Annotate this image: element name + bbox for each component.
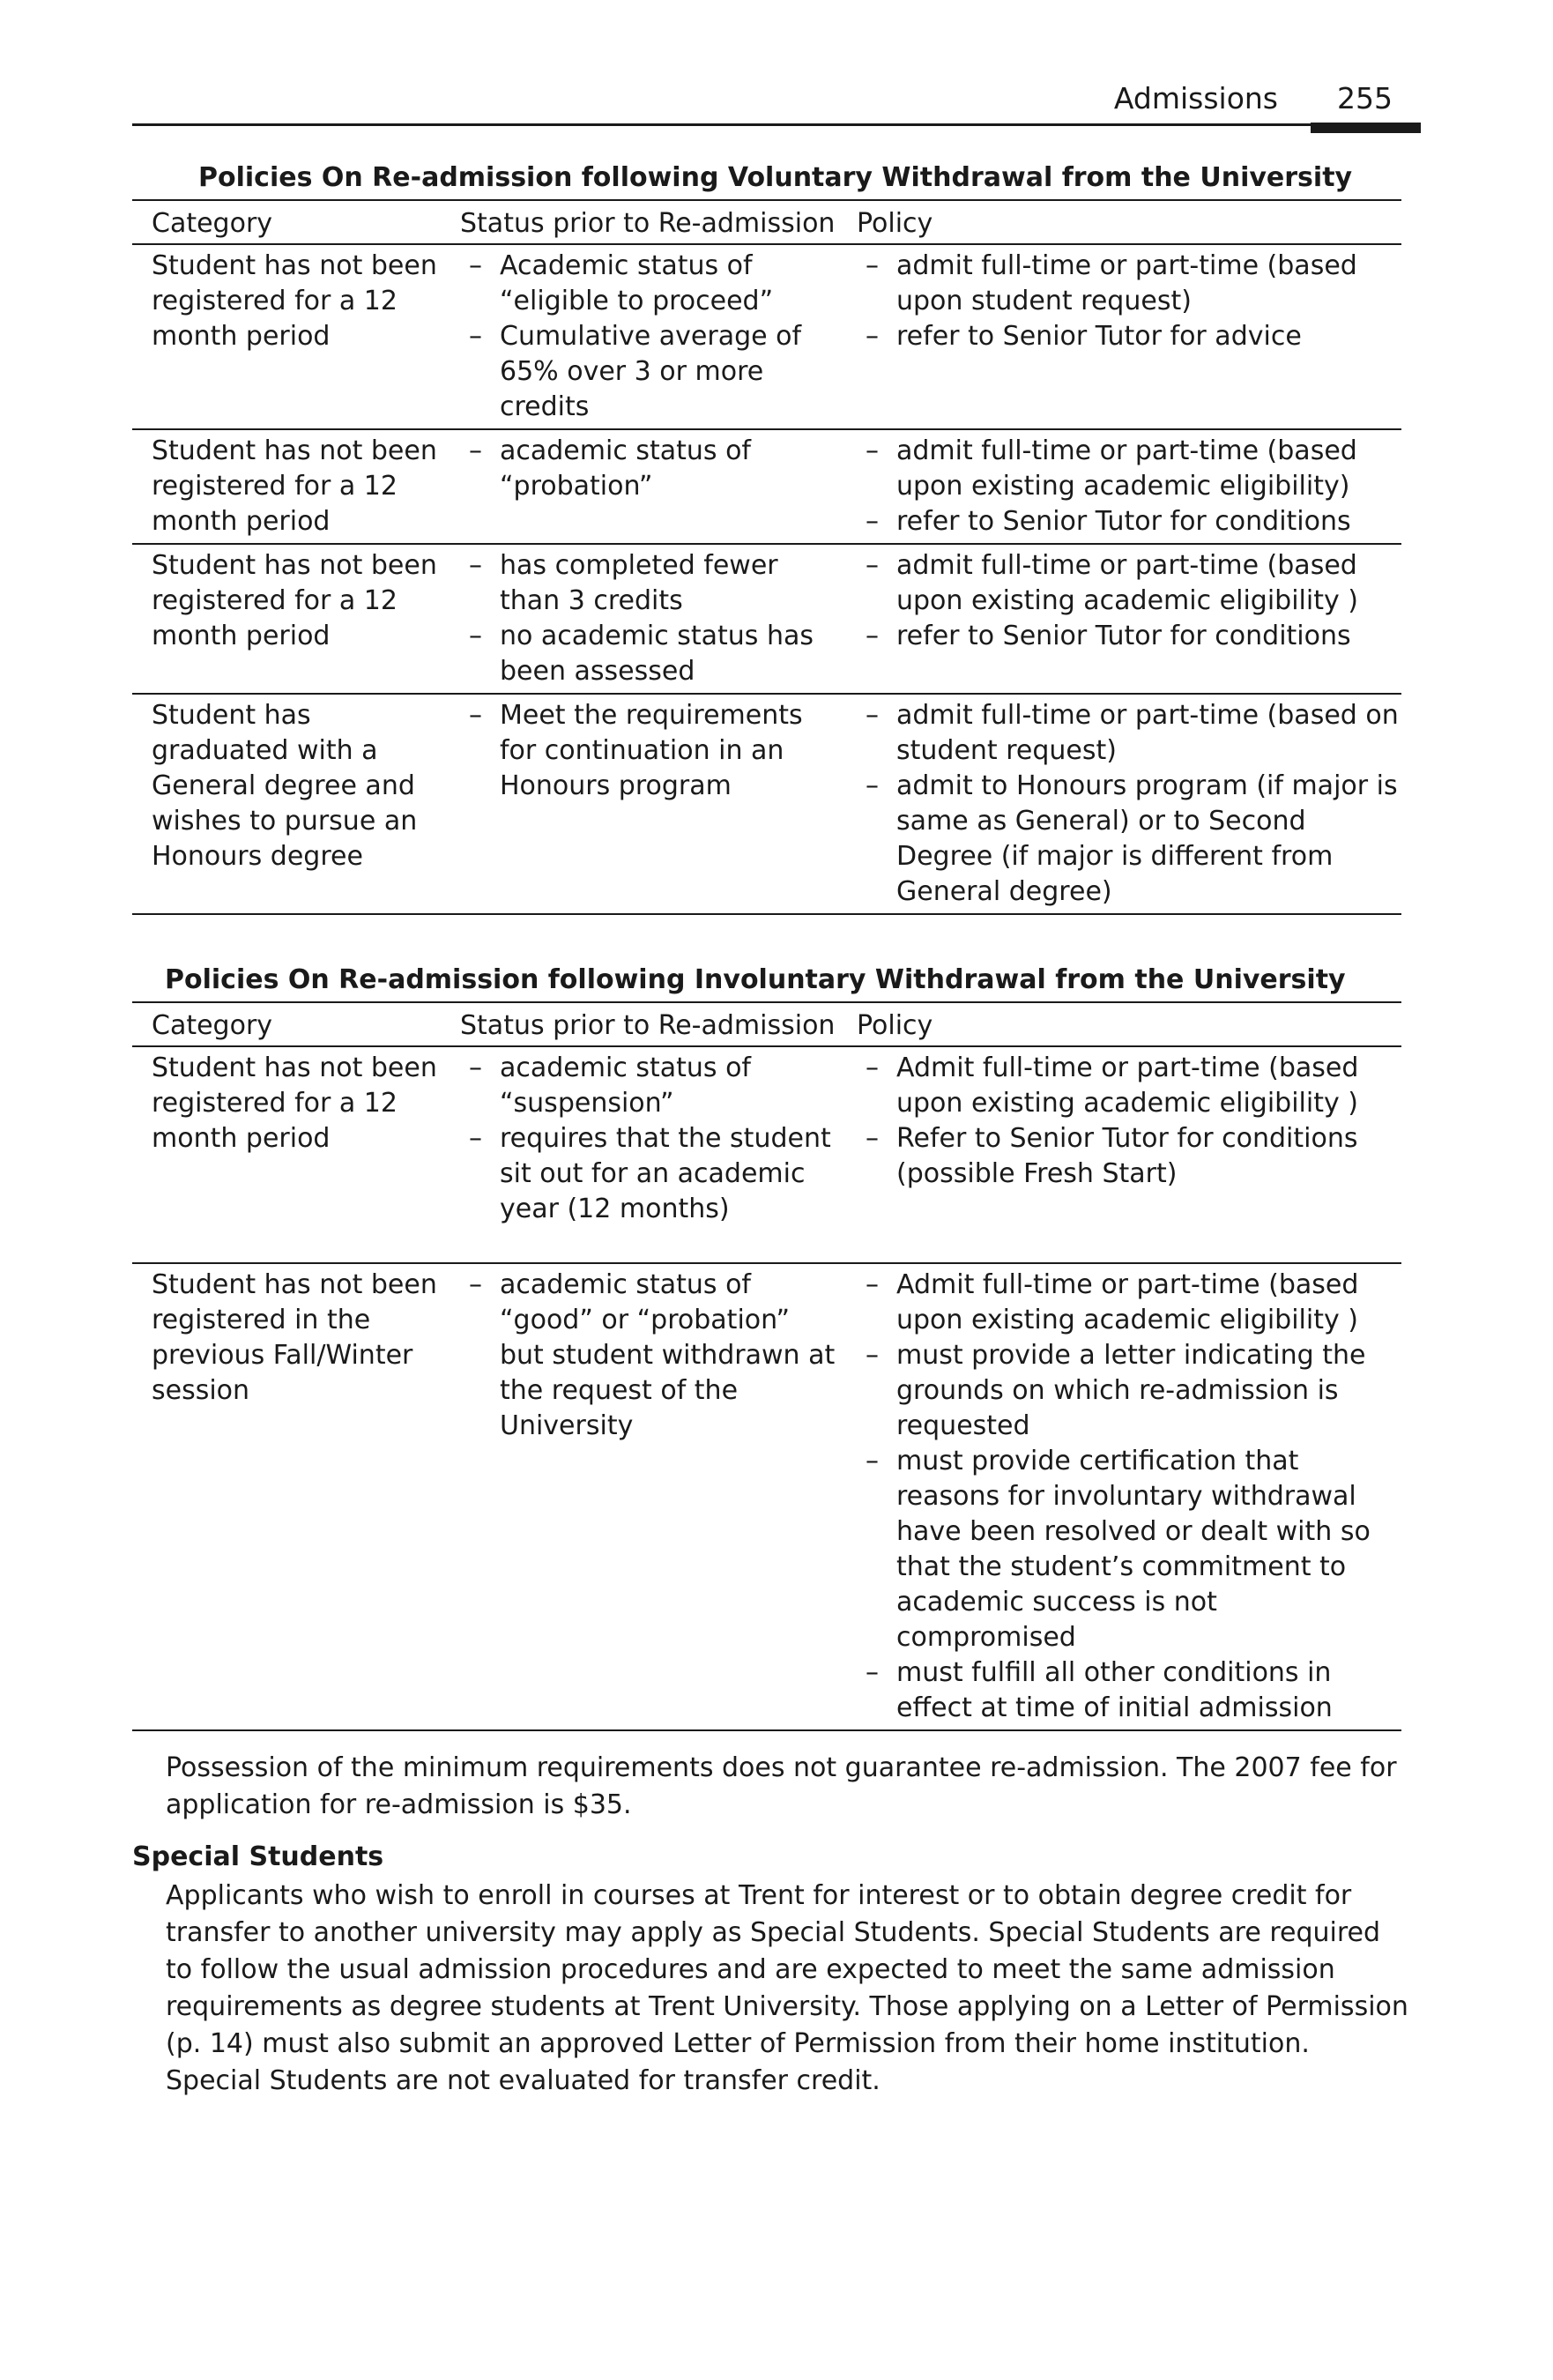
status-item — [460, 548, 837, 619]
policy-text: refer to Senior Tutor for conditions — [896, 506, 1351, 537]
policy-text: admit to Honours program (if major is same as General) or to Second Degree (if major is different from General degree) — [896, 770, 1398, 907]
policy-item — [857, 1268, 1401, 1338]
dash-bullet: – — [469, 321, 482, 352]
table-row — [132, 429, 1401, 544]
involuntary-withdrawal-section — [132, 959, 1401, 1731]
dash-bullet: – — [469, 250, 482, 281]
policy-text: admit full-time or part-time (based upon student request) — [896, 250, 1357, 316]
policy-text: must fulfill all other conditions in effect at time of initial admission — [896, 1657, 1333, 1723]
dash-bullet: – — [469, 435, 482, 466]
status-cell — [441, 544, 837, 694]
status-text: Meet the requirements for continuation in an Honours program — [500, 700, 803, 801]
dash-bullet: – — [866, 250, 879, 281]
dash-bullet: – — [469, 1123, 482, 1154]
header-section-title: Admissions — [1113, 81, 1278, 115]
status-text: no academic status has been assessed — [500, 621, 814, 687]
category-cell: Student has not been registered for a 12 month period — [152, 250, 437, 352]
table-header-row — [132, 200, 1401, 244]
policy-item — [857, 249, 1401, 319]
status-text: academic status of “suspension” — [500, 1052, 751, 1119]
status-cell — [441, 1046, 837, 1263]
status-item — [460, 1121, 837, 1227]
dash-bullet: – — [866, 1123, 879, 1154]
status-cell — [441, 429, 837, 544]
category-cell: Student has not been registered in the previous Fall/Winter session — [152, 1269, 437, 1406]
status-cell — [441, 694, 837, 914]
dash-bullet: – — [866, 1340, 879, 1371]
category-cell: Student has not been registered for a 12 month period — [152, 1052, 437, 1154]
special-students-paragraph: Applicants who wish to enroll in courses at Trent for interest or to obtain degree credit for transfer to another university may apply as Special Students. Special Students are required to follow the usual admission procedures and are expected to meet the same admission requirements as degree students at Trent University. Those applying on a Letter of Permission (p. 14) must also submit an approved Letter of Permission from their home institution. Special Students are not evaluated for transfer credit. — [166, 1880, 1408, 2096]
column-header-status: Status prior to Re-admission — [460, 208, 836, 239]
policy-text: refer to Senior Tutor for conditions — [896, 621, 1351, 651]
status-item — [460, 698, 837, 804]
dash-bullet: – — [866, 321, 879, 352]
page-number: 255 — [1337, 81, 1393, 115]
dash-bullet: – — [469, 700, 482, 731]
category-cell: Student has not been registered for a 12 month period — [152, 550, 437, 651]
policy-item — [857, 1121, 1401, 1192]
policy-cell — [837, 244, 1401, 429]
policy-item — [857, 619, 1401, 654]
status-text: has completed fewer than 3 credits — [500, 550, 778, 616]
table-row — [132, 1046, 1401, 1263]
column-header-category: Category — [152, 208, 273, 239]
policy-item — [857, 319, 1401, 354]
policy-text: must provide certification that reasons for involuntary withdrawal have been resolved or dealt with so that the student’s commitment to academic success is not compromised — [896, 1446, 1371, 1653]
dash-bullet: – — [866, 506, 879, 537]
table-row — [132, 244, 1401, 429]
dash-bullet: – — [469, 550, 482, 581]
status-item — [460, 434, 837, 504]
status-text: academic status of “probation” — [500, 435, 751, 502]
policy-text: Refer to Senior Tutor for conditions (possible Fresh Start) — [896, 1123, 1358, 1189]
policy-text: admit full-time or part-time (based upon existing academic eligibility ) — [896, 550, 1358, 616]
policy-cell — [837, 429, 1401, 544]
column-header-status: Status prior to Re-admission — [460, 1010, 836, 1041]
dash-bullet: – — [866, 1446, 879, 1476]
policy-item — [857, 1338, 1401, 1444]
status-item — [460, 1051, 837, 1121]
involuntary-table-title: Policies On Re-admission following Involuntary Withdrawal from the University — [165, 964, 1346, 995]
policy-item — [857, 1444, 1401, 1655]
status-item — [460, 1268, 837, 1444]
policy-text: admit full-time or part-time (based on student request) — [896, 700, 1399, 766]
status-item — [460, 249, 837, 319]
table-row — [132, 694, 1401, 914]
policy-item — [857, 769, 1401, 910]
policy-cell — [837, 1046, 1401, 1263]
dash-bullet: – — [866, 700, 879, 731]
policy-cell — [837, 1263, 1401, 1730]
voluntary-policy-table — [132, 199, 1401, 915]
category-cell: Student has graduated with a General degree and wishes to pursue an Honours degree — [152, 700, 418, 872]
policy-cell — [837, 694, 1401, 914]
policy-text: Admit full-time or part-time (based upon existing academic eligibility ) — [896, 1269, 1359, 1335]
policy-text: must provide a letter indicating the grounds on which re-admission is requested — [896, 1340, 1366, 1441]
policy-text: refer to Senior Tutor for advice — [896, 321, 1302, 352]
dash-bullet: – — [866, 550, 879, 581]
policy-text: Admit full-time or part-time (based upon existing academic eligibility ) — [896, 1052, 1359, 1119]
running-header — [132, 79, 1419, 126]
status-cell — [441, 1263, 837, 1730]
voluntary-withdrawal-section — [132, 157, 1401, 915]
policy-item — [857, 504, 1401, 539]
dash-bullet: – — [866, 621, 879, 651]
column-header-policy: Policy — [857, 1010, 933, 1041]
category-cell: Student has not been registered for a 12 month period — [152, 435, 437, 537]
policy-item — [857, 434, 1401, 504]
status-text: requires that the student sit out for an academic year (12 months) — [500, 1123, 831, 1224]
dash-bullet: – — [469, 621, 482, 651]
policy-item — [857, 1655, 1401, 1726]
dash-bullet: – — [866, 1657, 879, 1688]
dash-bullet: – — [469, 1269, 482, 1300]
column-header-category: Category — [152, 1010, 273, 1041]
status-text: academic status of “good” or “probation” but student withdrawn at the request of the University — [500, 1269, 836, 1441]
table-header-row — [132, 1002, 1401, 1046]
policy-text: admit full-time or part-time (based upon existing academic eligibility) — [896, 435, 1357, 502]
status-cell — [441, 244, 837, 429]
dash-bullet: – — [866, 435, 879, 466]
readmission-note: Possession of the minimum requirements does not guarantee re-admission. The 2007 fee for application for re-admission is $35. — [166, 1752, 1397, 1820]
header-rule-bar — [1311, 123, 1421, 133]
policy-item — [857, 548, 1401, 619]
involuntary-policy-table — [132, 1001, 1401, 1731]
dash-bullet: – — [866, 1052, 879, 1083]
policy-cell — [837, 544, 1401, 694]
table-row — [132, 1263, 1401, 1730]
status-text: Cumulative average of 65% over 3 or more credits — [500, 321, 802, 422]
column-header-policy: Policy — [857, 208, 933, 239]
dash-bullet: – — [866, 770, 879, 801]
status-item — [460, 319, 837, 425]
status-item — [460, 619, 837, 689]
dash-bullet: – — [866, 1269, 879, 1300]
voluntary-table-title: Policies On Re-admission following Voluntary Withdrawal from the University — [198, 162, 1353, 193]
policy-item — [857, 1051, 1401, 1121]
table-row — [132, 544, 1401, 694]
special-students-heading: Special Students — [132, 1841, 384, 1872]
dash-bullet: – — [469, 1052, 482, 1083]
status-text: Academic status of “eligible to proceed” — [500, 250, 774, 316]
policy-item — [857, 698, 1401, 769]
